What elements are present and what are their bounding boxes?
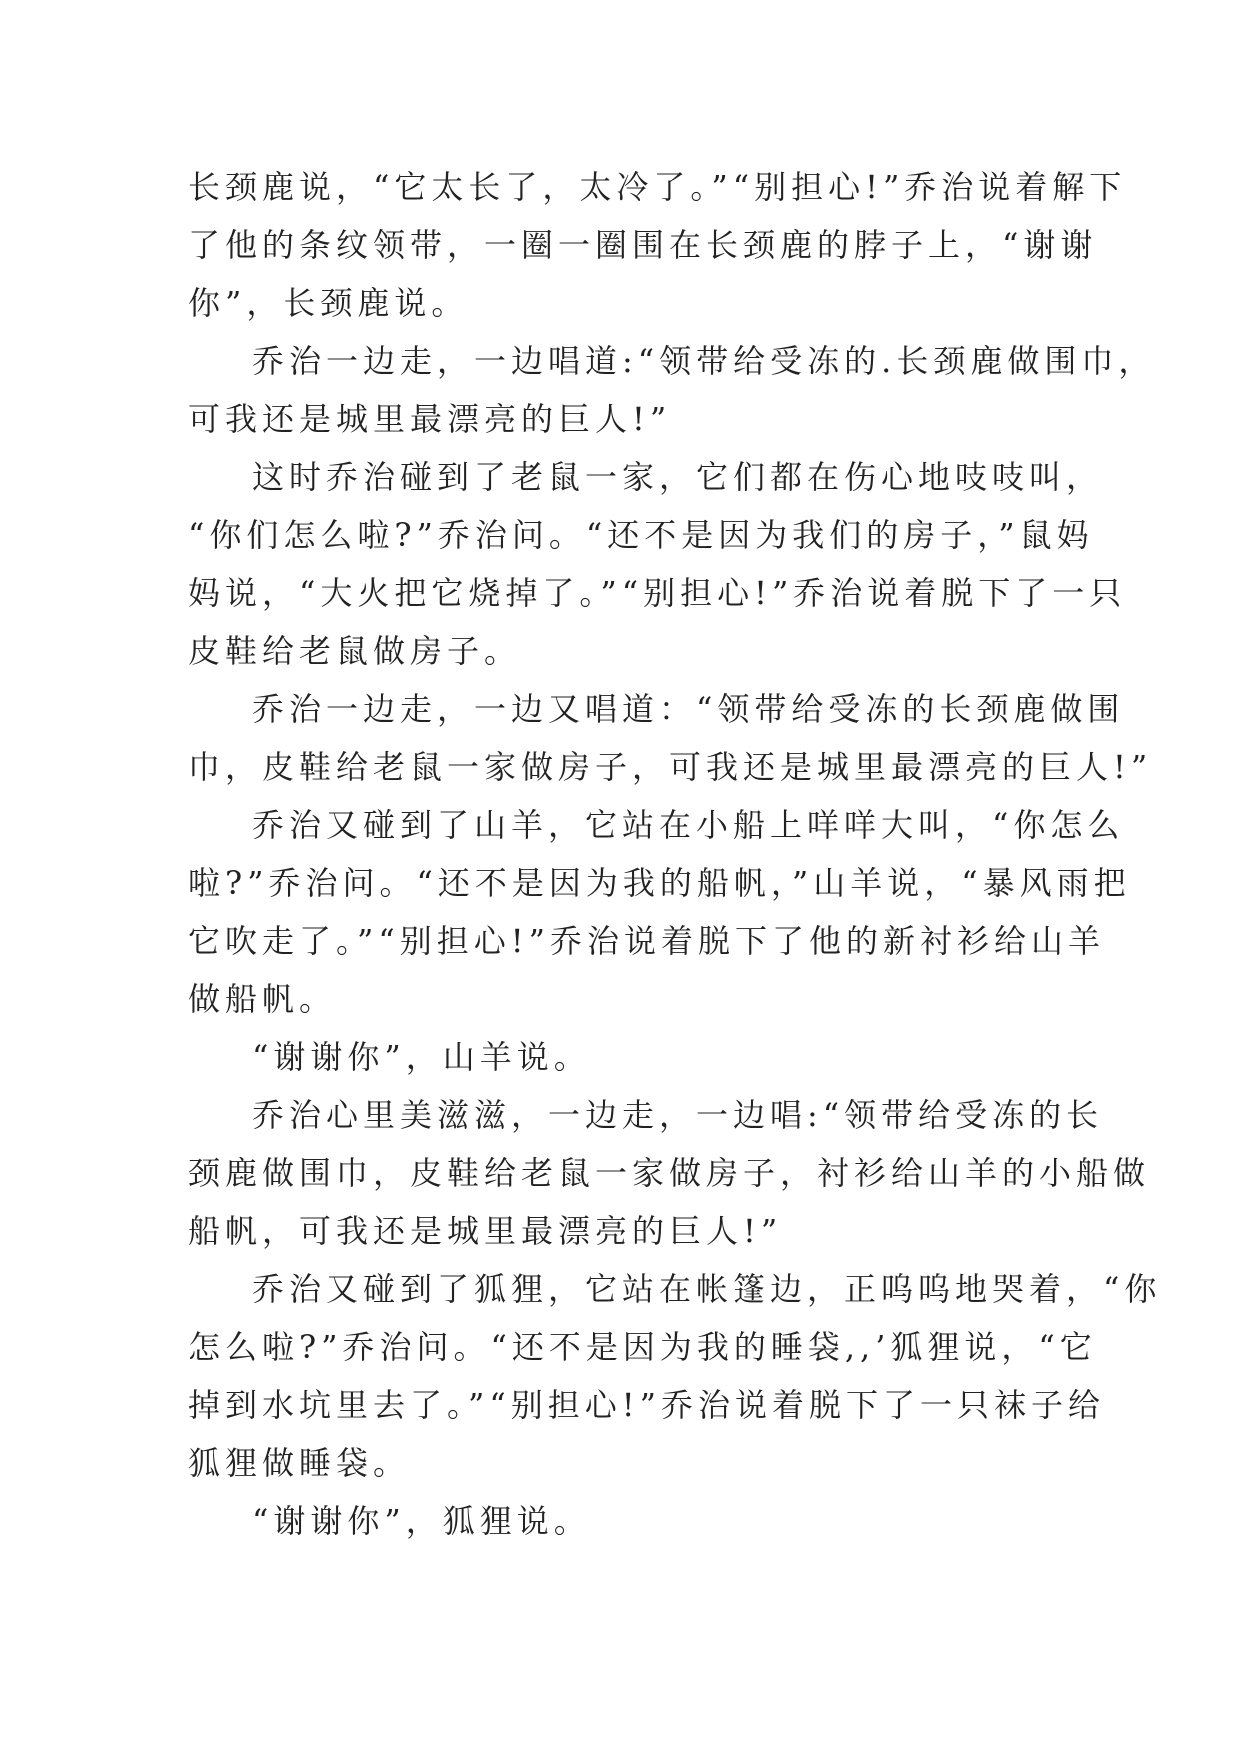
text-line: 乔治一边走，一边唱道:“领带给受冻的.长颈鹿做围巾，	[252, 342, 1156, 380]
text-line: 乔治又碰到了狐狸，它站在帐篷边，正呜呜地哭着，“你	[252, 1270, 1162, 1308]
text-line: 长颈鹿说，“它太长了，太冷了。”“别担心!”乔治说着解下	[188, 168, 1127, 206]
text-line: 了他的条纹领带，一圈一圈围在长颈鹿的脖子上，“谢谢	[188, 226, 1098, 264]
text-line: “谢谢你”，山羊说。	[252, 1038, 591, 1076]
document-body	[188, 158, 1162, 1550]
text-line: 乔治心里美滋滋，一边走，一边唱:“领带给受冻的长	[252, 1096, 1104, 1134]
text-line: 可我还是城里最漂亮的巨人!”	[188, 400, 672, 438]
text-line: 做船帆。	[188, 980, 337, 1018]
text-line: 颈鹿做围巾，皮鞋给老鼠一家做房子，衬衫给山羊的小船做	[188, 1154, 1151, 1192]
paragraph	[188, 332, 1156, 448]
paragraph	[188, 158, 1127, 332]
text-line: 乔治一边走，一边又唱道：“领带给受冻的长颈鹿做围	[252, 690, 1125, 728]
paragraph	[188, 680, 1153, 796]
text-line: 船帆，可我还是城里最漂亮的巨人!”	[188, 1212, 783, 1250]
text-line: 妈说，“大火把它烧掉了。”“别担心!”乔治说着脱下了一只	[188, 574, 1127, 612]
text-line: “谢谢你”，狐狸说。	[252, 1502, 591, 1540]
paragraph	[188, 796, 1131, 1028]
text-line: 乔治又碰到了山羊，它站在小船上咩咩大叫，“你怎么	[252, 806, 1125, 844]
text-line: 它吹走了。”“别担心!”乔治说着脱下了他的新衬衫给山羊	[188, 922, 1105, 960]
paragraph	[188, 1260, 1162, 1492]
text-line: “你们怎么啦?”乔治问。“还不是因为我们的房子，”鼠妈	[188, 516, 1094, 554]
text-line: 皮鞋给老鼠做房子。	[188, 632, 522, 670]
paragraph	[188, 1028, 1068, 1086]
text-line: 巾，皮鞋给老鼠一家做房子，可我还是城里最漂亮的巨人!”	[188, 748, 1153, 786]
text-line: 啦?”乔治问。“还不是因为我的船帆，”山羊说，“暴风雨把	[188, 864, 1131, 902]
paragraph	[188, 1086, 1151, 1260]
paragraph	[188, 1492, 1068, 1550]
text-line: 怎么啦?”乔治问。“还不是因为我的睡袋,,’狐狸说，“它	[188, 1328, 1097, 1366]
text-line: 这时乔治碰到了老鼠一家，它们都在伤心地吱吱叫，	[252, 458, 1104, 496]
paragraph	[188, 448, 1127, 680]
text-line: 狐狸做睡袋。	[188, 1444, 411, 1482]
text-line: 掉到水坑里去了。”“别担心!”乔治说着脱下了一只袜子给	[188, 1386, 1105, 1424]
text-line: 你”，长颈鹿说。	[188, 284, 469, 322]
